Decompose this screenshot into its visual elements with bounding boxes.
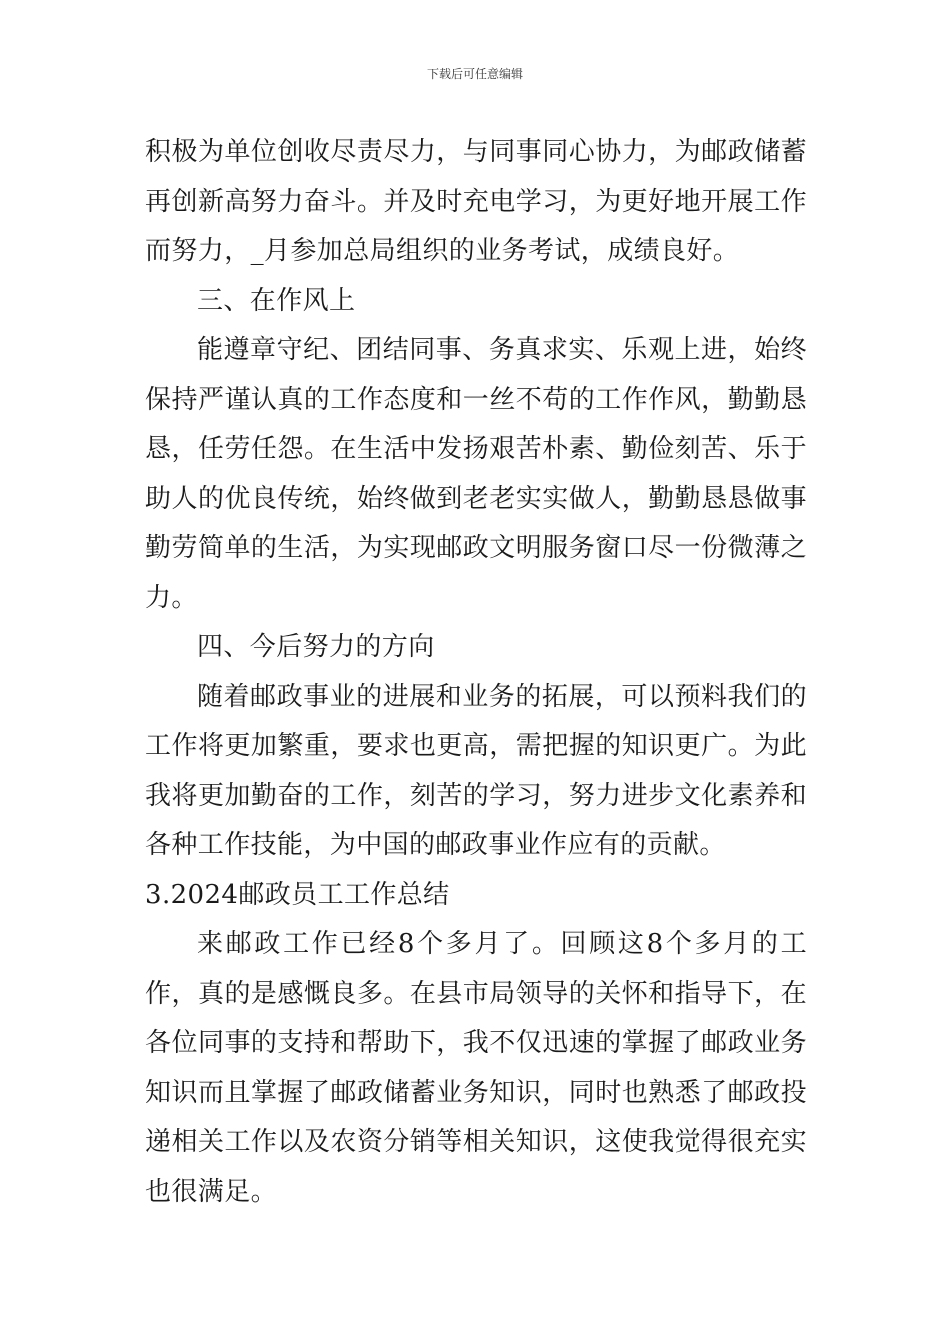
paragraph-intro: 来邮政工作已经8个多月了。回顾这8个多月的工作，真的是感慨良多。在县市局领导的关怀和指导下，在各位同事的支持和帮助下，我不仅迅速的掌握了邮政业务知识而且掌握了邮政储蓄业务知识，同时也熟悉了邮政投递相关工作以及农资分销等相关知识，这使我觉得很充实也很满足。 [145, 929, 807, 1207]
paragraph-conduct: 能遵章守纪、团结同事、务真求实、乐观上进，始终保持严谨认真的工作态度和一丝不苟的工作作风，勤勤恳恳，任劳任怨。在生活中发扬艰苦朴素、勤俭刻苦、乐于助人的优良传统，始终做到老老实实做人，勤勤恳恳做事勤劳简单的生活，为实现邮政文明服务窗口尽一份微薄之力。 [145, 335, 807, 613]
paragraph-future: 随着邮政事业的进展和业务的拓展，可以预料我们的工作将更加繁重，要求也更高，需把握的知识更广。为此我将更加勤奋的工作，刻苦的学习，努力进步文化素养和各种工作技能，为中国的邮政事业作应有的贡献。 [145, 681, 807, 860]
paragraph-continuation: 积极为单位创收尽责尽力，与同事同心协力，为邮政储蓄再创新高努力奋斗。并及时充电学习，为更好地开展工作而努力，_月参加总局组织的业务考试，成绩良好。 [145, 137, 807, 266]
document-body [145, 128, 807, 1217]
page-header: 下载后可任意编辑 [426, 67, 523, 81]
document-title-3: 3.2024邮政员工工作总结 [145, 879, 450, 910]
section-heading-future: 四、今后努力的方向 [197, 632, 435, 662]
section-heading-conduct: 三、在作风上 [197, 285, 356, 316]
